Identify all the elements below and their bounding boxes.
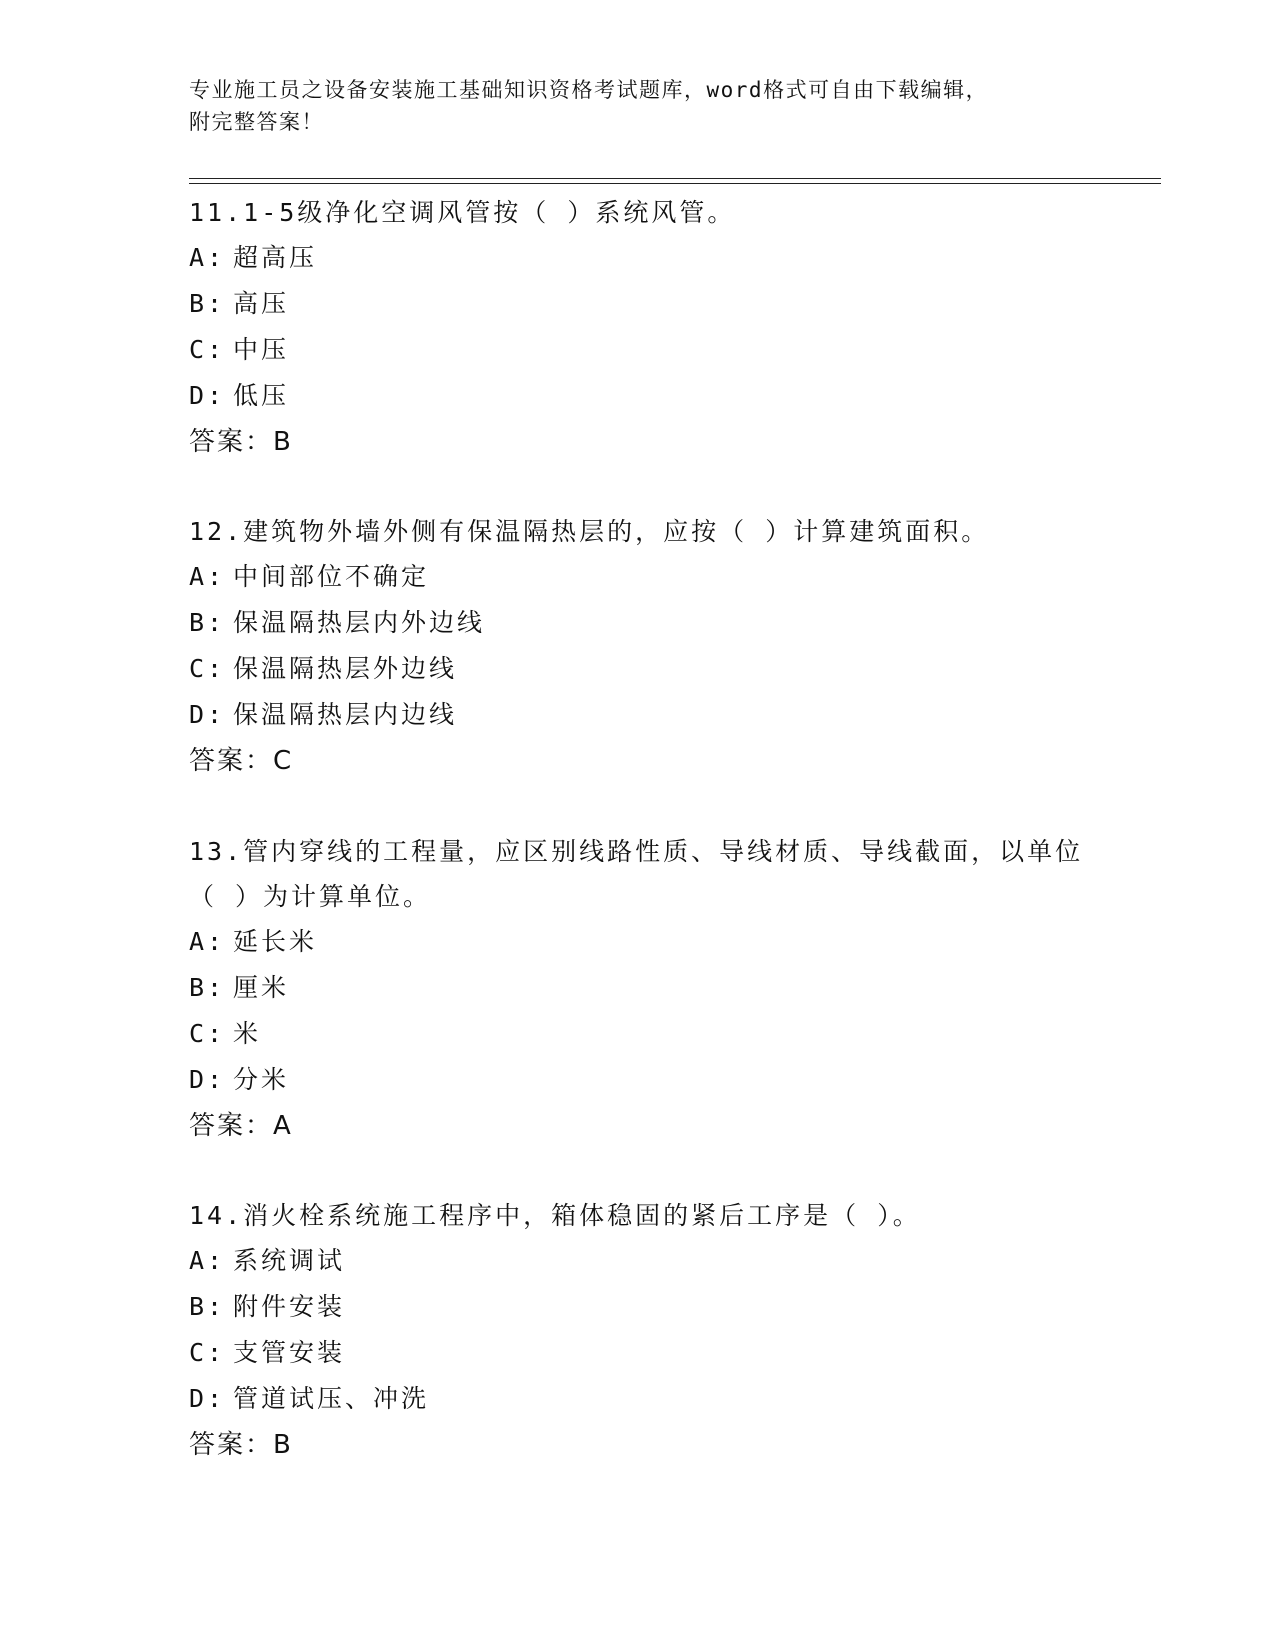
option-key: B: [189,608,226,637]
option-a [189,235,1109,281]
option-key: D: [189,1065,226,1094]
option-text: 高压 [233,289,290,318]
header-divider-bottom [189,183,1161,184]
option-c [189,1011,1109,1057]
option-text: 分米 [233,1065,290,1094]
option-d [189,692,1109,738]
option-d [189,373,1109,419]
question-11 [189,190,1109,465]
question-text: 11.1-5级净化空调风管按（ ）系统风管。 [189,198,736,227]
header-line-2: 附完整答案！ [189,110,324,134]
option-key: C: [189,1019,226,1048]
option-text: 系统调试 [233,1246,346,1275]
option-key: A: [189,562,226,591]
option-text: 中间部位不确定 [233,562,430,591]
answer-line: 答案：B [189,1430,293,1460]
option-text: 厘米 [233,973,290,1002]
option-c [189,646,1109,692]
option-a [189,1238,1109,1284]
option-key: A: [189,927,226,956]
option-text: 保温隔热层内外边线 [233,608,486,637]
document-header [189,74,1089,138]
question-text: 14.消火栓系统施工程序中，箱体稳固的紧后工序是（ ）。 [189,1201,921,1230]
question-12 [189,509,1109,784]
option-key: C: [189,1338,226,1367]
option-key: D: [189,700,226,729]
option-d [189,1057,1109,1103]
option-key: B: [189,973,226,1002]
option-a [189,554,1109,600]
option-b [189,1284,1109,1330]
option-text: 延长米 [233,927,318,956]
option-text: 支管安装 [233,1338,346,1367]
question-text: 13.管内穿线的工程量，应区别线路性质、导线材质、导线截面，以单位（ ）为计算单位。 [189,837,1084,911]
option-a [189,919,1109,965]
option-key: D: [189,381,226,410]
option-key: A: [189,243,226,272]
question-text: 12.建筑物外墙外侧有保温隔热层的，应按（ ）计算建筑面积。 [189,517,990,546]
option-key: B: [189,289,226,318]
option-key: D: [189,1384,226,1413]
header-line-1: 专业施工员之设备安装施工基础知识资格考试题库，word格式可自由下载编辑， [189,78,989,102]
answer-line: 答案：C [189,746,294,776]
option-text: 米 [233,1019,262,1048]
option-b [189,600,1109,646]
option-text: 保温隔热层外边线 [233,654,458,683]
option-b [189,965,1109,1011]
option-text: 低压 [233,381,290,410]
option-text: 超高压 [233,243,318,272]
option-d [189,1376,1109,1422]
option-text: 附件安装 [233,1292,346,1321]
option-key: C: [189,335,226,364]
header-divider-top [189,178,1161,179]
option-key: A: [189,1246,226,1275]
answer-line: 答案：A [189,1111,293,1141]
option-key: B: [189,1292,226,1321]
answer-line: 答案：B [189,427,293,457]
option-c [189,1330,1109,1376]
question-13 [189,829,1109,1149]
option-key: C: [189,654,226,683]
option-c [189,327,1109,373]
question-14 [189,1193,1109,1468]
option-text: 管道试压、冲洗 [233,1384,430,1413]
option-text: 中压 [233,335,290,364]
option-text: 保温隔热层内边线 [233,700,458,729]
option-b [189,281,1109,327]
